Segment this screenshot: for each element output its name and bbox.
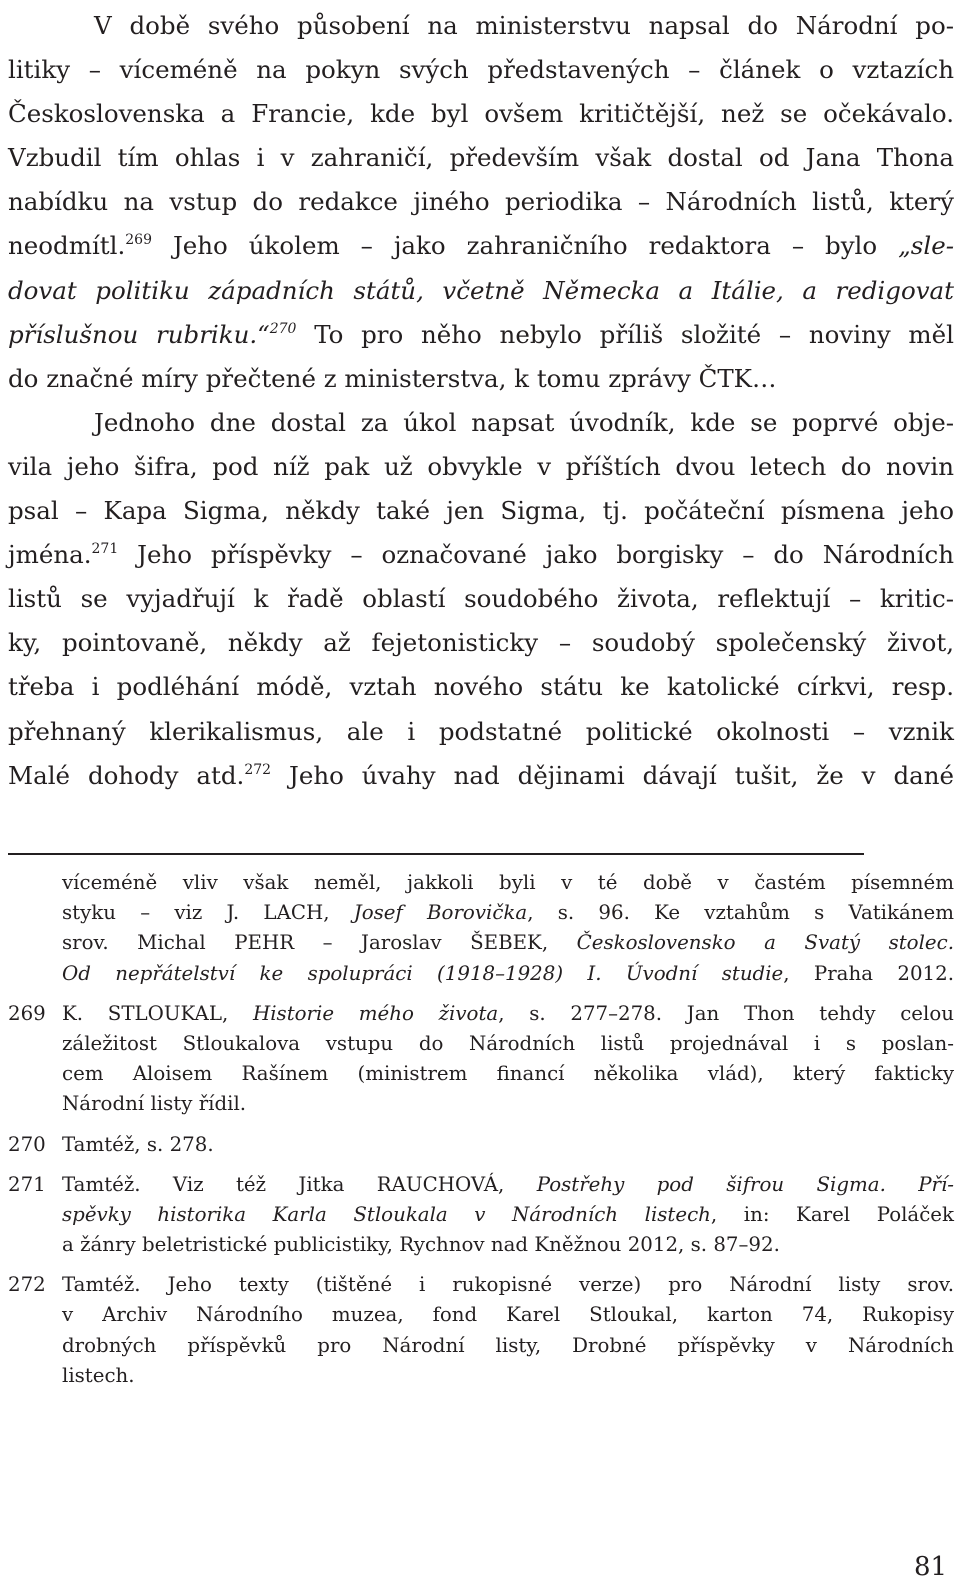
body-line xyxy=(8,224,954,268)
body-line xyxy=(8,313,954,357)
footnote-line xyxy=(8,1200,954,1230)
text-run: srov. Michal PEHR – Jaroslav ŠEBEK, xyxy=(62,931,577,955)
body-line: třeba i podléhání módě, vztah nového státu ke katolické církvi, resp. xyxy=(8,672,954,702)
footnote-line: cem Aloisem Rašínem (ministrem financí několika vlád), který fakticky xyxy=(62,1062,954,1086)
footnote-number: 270 xyxy=(8,1132,46,1156)
text-run: neodmítl. xyxy=(8,231,126,261)
body-line: Československa a Francie, kde byl ovšem kritičtější, než se očekávalo. xyxy=(8,99,954,129)
body-line: ky, pointovaně, někdy až fejetonisticky – soudobý společenský život, xyxy=(8,628,954,658)
title-run: Od nepřátelství ke spolupráci (1918–1928) I. Úvodní studie xyxy=(62,961,784,985)
text-run: styku – viz J. LACH, xyxy=(62,901,354,925)
footnote-ref-272: 272 xyxy=(244,761,272,778)
text-run: Jeho úkolem – jako zahraničního redaktora – bylo xyxy=(172,231,878,261)
footnote-number: 271 xyxy=(8,1172,46,1196)
footnote-line: listech. xyxy=(62,1363,135,1387)
text-run: Tamtéž. Viz též Jitka RAUCHOVÁ, xyxy=(62,1172,537,1196)
footnotes xyxy=(8,868,954,1391)
text-run: Jeho příspěvky – označované jako borgisky – do Národních xyxy=(137,540,955,570)
footnote-line: víceméně vliv však neměl, jakkoli byli v té době v častém písemném xyxy=(62,871,954,894)
footnote-ref-271: 271 xyxy=(91,541,119,558)
footnote-line xyxy=(8,898,954,928)
footnote-line: v Archiv Národního muzea, fond Karel Stloukal, karton 74, Rukopisy xyxy=(62,1303,954,1327)
footnote-line xyxy=(8,959,954,989)
quote-run: příslušnou rubriku.“ xyxy=(8,319,270,349)
body-line xyxy=(8,754,954,798)
page-number: 81 xyxy=(914,1552,948,1582)
text-run: , s. 96. Ke vztahům s Vatikánem xyxy=(527,901,954,925)
body-line: přehnaný klerikalismus, ale i podstatné politické okolnosti – vznik xyxy=(8,716,954,746)
text-run: Malé dohody atd. xyxy=(8,760,245,790)
footnote-line: a žánry beletristické publicistiky, Rychnov nad Kněžnou 2012, s. 87–92. xyxy=(62,1233,780,1257)
text-run: Tamtéž, s. 278. xyxy=(62,1132,214,1156)
text-run: , s. 277–278. Jan Thon tehdy celou xyxy=(498,1001,954,1025)
title-run: spěvky historika Karla Stloukala v Národních listech xyxy=(62,1202,711,1226)
footnote-line xyxy=(8,999,954,1029)
footnote-ref-269: 269 xyxy=(125,232,152,249)
title-run: Josef Borovička xyxy=(353,901,528,925)
body-line: litiky – víceméně na pokyn svých představených – článek o vztazích xyxy=(8,55,954,85)
quote-run: „sle- xyxy=(898,231,954,261)
body-line: dovat politiku západních států, včetně Německa a Itálie, a redigovat xyxy=(8,275,954,305)
footnote-line: drobných příspěvků pro Národní listy, Drobné příspěvky v Národních xyxy=(62,1333,954,1357)
main-text xyxy=(8,4,954,798)
title-run: Historie mého života xyxy=(252,1001,499,1025)
body-line: listů se vyjadřují k řadě oblastí soudobého života, reflektují – kritic- xyxy=(8,584,954,614)
body-line: Jednoho dne dostal za úkol napsat úvodník, kde se poprvé obje- xyxy=(94,407,954,437)
footnote-number: 269 xyxy=(8,1001,46,1025)
text-run: , in: Karel Poláček xyxy=(710,1202,954,1226)
text-run: jména. xyxy=(8,540,92,570)
footnote-line: záležitost Stloukalova vstupu do Národních listů projednával i s poslan- xyxy=(62,1031,954,1055)
footnote-separator xyxy=(8,853,864,855)
footnote-line xyxy=(8,1130,954,1160)
body-line xyxy=(8,533,954,577)
body-line: nabídku na vstup do redakce jiného periodika – Národních listů, který xyxy=(8,187,954,217)
footnote-number: 272 xyxy=(8,1273,46,1297)
body-line: psal – Kapa Sigma, někdy také jen Sigma, tj. počáteční písmena jeho xyxy=(8,496,954,526)
footnote-line xyxy=(8,1270,954,1300)
text-run: Tamtéž. Jeho texty (tištěné i rukopisné verze) pro Národní listy srov. xyxy=(62,1273,954,1297)
body-line: Vzbudil tím ohlas i v zahraničí, především však dostal od Jana Thona xyxy=(8,143,954,173)
text-run: , Praha 2012. xyxy=(783,961,954,985)
body-line: vila jeho šifra, pod níž pak už obvykle v příštích dvou letech do novin xyxy=(8,451,954,481)
footnote-line xyxy=(8,1170,954,1200)
text-run: Jeho úvahy nad dějinami dávají tušit, že v dané xyxy=(289,760,955,790)
body-line: V době svého působení na ministerstvu napsal do Národní po- xyxy=(94,11,954,40)
text-run: K. STLOUKAL, xyxy=(62,1001,253,1025)
footnote-line: Národní listy řídil. xyxy=(62,1092,247,1116)
footnote-ref-270: 270 xyxy=(269,320,297,337)
footnote-line xyxy=(8,928,954,958)
text-run: To pro něho nebylo příliš složité – noviny měl xyxy=(314,319,954,349)
title-run: Postřehy pod šifrou Sigma. Pří- xyxy=(536,1172,954,1196)
body-line: do značné míry přečtené z ministerstva, k tomu zprávy ČTK… xyxy=(8,363,777,393)
title-run: Československo a Svatý stolec. xyxy=(576,931,954,955)
